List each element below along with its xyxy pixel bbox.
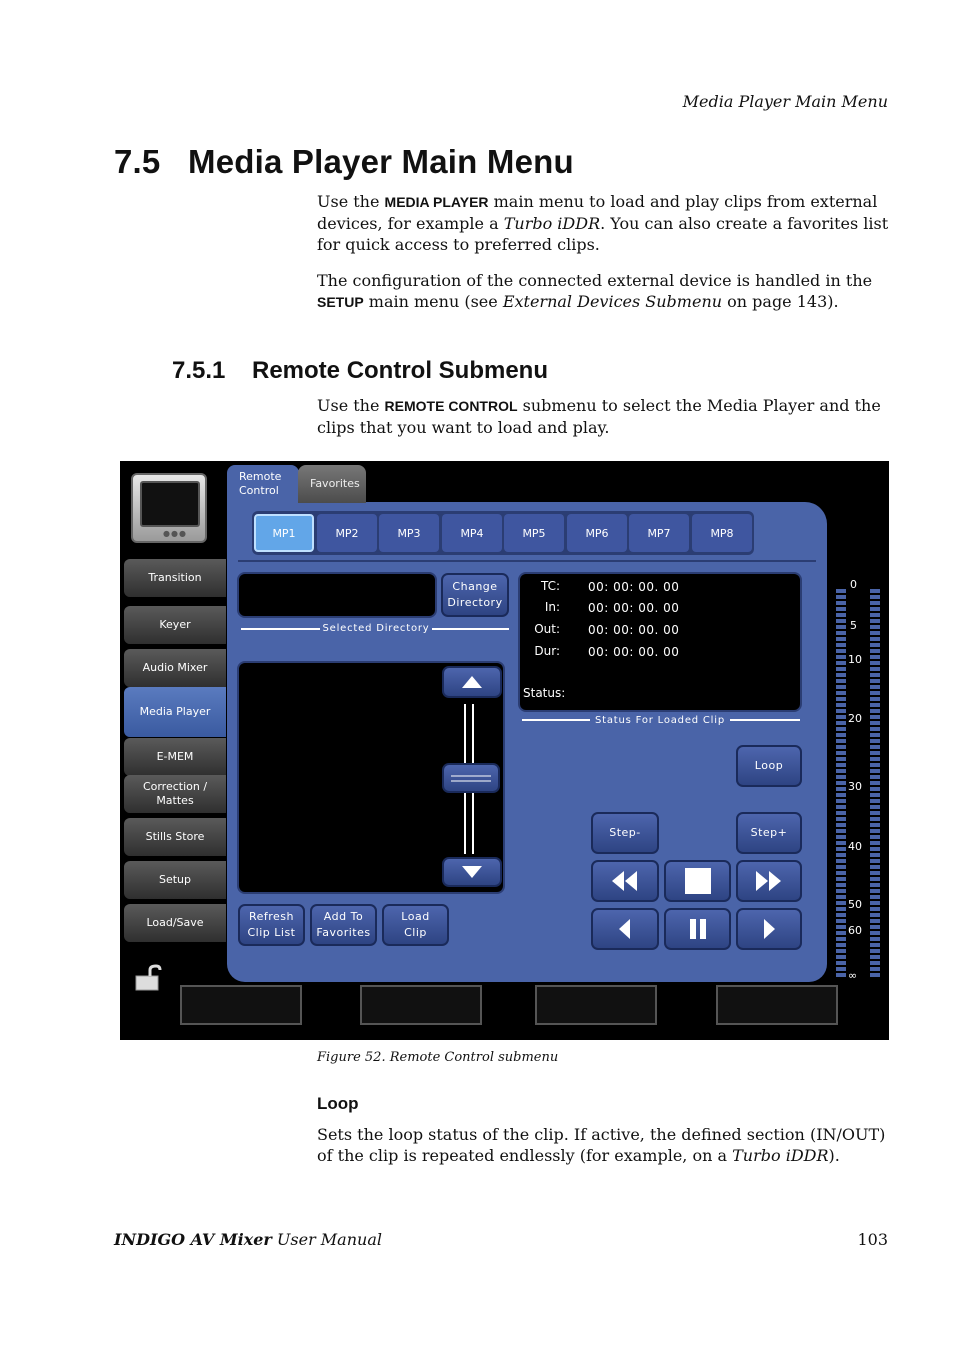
mp6-button[interactable]: MP6 <box>567 514 627 552</box>
scale-label: 30 <box>848 780 862 793</box>
bottom-slot-2[interactable] <box>360 985 482 1025</box>
arrow-down-icon <box>461 865 483 879</box>
subsection-title: Remote Control Submenu <box>252 357 549 384</box>
device-name: Turbo iDDR <box>503 214 601 233</box>
section-number: 7.5 <box>114 143 161 180</box>
menu-name-media-player: MEDIA PLAYER <box>384 194 489 210</box>
pause-icon <box>689 919 707 939</box>
mp7-button[interactable]: MP7 <box>629 514 689 552</box>
side-button-audio-mixer[interactable]: Audio Mixer <box>124 649 226 687</box>
tc-value: 00: 00: 00. 00 <box>588 580 680 594</box>
subsection-number: 7.5.1 <box>172 357 226 384</box>
loop-button[interactable]: Loop <box>736 745 802 787</box>
in-value: 00: 00: 00. 00 <box>588 601 680 615</box>
scroll-thumb[interactable] <box>442 763 500 793</box>
scale-label: 20 <box>848 712 862 725</box>
mp5-button[interactable]: MP5 <box>504 514 564 552</box>
refresh-clip-list-button[interactable]: Refresh Clip List <box>238 904 305 946</box>
play-reverse-icon <box>618 919 632 939</box>
bottom-slot-1[interactable] <box>180 985 302 1025</box>
footer-title: INDIGO AV Mixer User Manual <box>114 1230 382 1249</box>
side-button-setup[interactable]: Setup <box>124 861 226 899</box>
audio-meter-right <box>870 589 880 979</box>
remote-control-screenshot <box>120 461 889 1040</box>
mp4-button[interactable]: MP4 <box>442 514 502 552</box>
scale-label: 40 <box>848 840 862 853</box>
add-to-favorites-button[interactable]: Add To Favorites <box>310 904 377 946</box>
rewind-icon <box>612 871 638 891</box>
side-button-load-save[interactable]: Load/Save <box>124 904 226 942</box>
monitor-icon: ●●● <box>131 473 207 543</box>
stop-icon <box>685 868 711 894</box>
status-for-loaded-clip-label: Status For Loaded Clip <box>590 715 730 726</box>
page-number: 103 <box>857 1230 888 1249</box>
audio-meter-left <box>836 589 846 979</box>
scroll-down-button[interactable] <box>442 857 502 887</box>
play-button[interactable] <box>736 908 802 950</box>
loop-heading: Loop <box>317 1094 359 1113</box>
selected-directory-display <box>237 572 437 618</box>
scroll-up-button[interactable] <box>442 666 502 698</box>
mp2-button[interactable]: MP2 <box>317 514 377 552</box>
submenu-name-remote-control: REMOTE CONTROL <box>384 398 518 414</box>
play-icon <box>762 919 776 939</box>
scale-label: 10 <box>848 653 862 666</box>
running-head: Media Player Main Menu <box>682 92 888 111</box>
intro-paragraph: Use the MEDIA PLAYER main menu to load and play clips from external devices, for example a Turbo iDDR. You can also create a favorites list for quick access to preferred clips. <box>317 192 889 254</box>
grip-icon <box>451 773 491 783</box>
menu-name-setup: SETUP <box>317 294 364 310</box>
pause-button[interactable] <box>664 908 731 950</box>
remote-control-paragraph: Use the REMOTE CONTROL submenu to select the Media Player and the clips that you want to load and play. <box>317 396 881 437</box>
subsection-heading <box>172 357 548 385</box>
side-button-media-player[interactable]: Media Player <box>124 687 226 737</box>
side-button-stills-store[interactable]: Stills Store <box>124 818 226 856</box>
section-title: Media Player Main Menu <box>188 143 574 180</box>
load-clip-button[interactable]: Load Clip <box>382 904 449 946</box>
bottom-slot-4[interactable] <box>716 985 838 1025</box>
step-back-button[interactable] <box>591 908 659 950</box>
dur-label: Dur: <box>534 644 560 658</box>
scale-label: 0 <box>850 578 857 591</box>
divider <box>238 560 816 562</box>
step-plus-button[interactable]: Step+ <box>736 812 802 854</box>
status-label: Status: <box>523 686 566 700</box>
tab-favorites[interactable]: Favorites <box>298 465 366 503</box>
scale-label: 5 <box>850 619 857 632</box>
change-directory-button[interactable]: Change Directory <box>441 573 509 617</box>
mp8-button[interactable]: MP8 <box>692 514 752 552</box>
mp3-button[interactable]: MP3 <box>379 514 439 552</box>
tab-remote-control[interactable]: Remote Control <box>227 465 299 503</box>
figure-caption: Figure 52. Remote Control submenu <box>317 1050 559 1065</box>
in-label: In: <box>544 600 560 614</box>
rewind-button[interactable] <box>591 860 659 902</box>
config-paragraph: The configuration of the connected external device is handled in the SETUP main menu (see External Devices Submenu on page 143). <box>317 271 873 311</box>
scale-label: ∞ <box>848 969 858 982</box>
dur-value: 00: 00: 00. 00 <box>588 645 680 659</box>
fast-forward-button[interactable] <box>736 860 802 902</box>
stop-button[interactable] <box>664 860 731 902</box>
mp1-button[interactable]: MP1 <box>254 514 314 552</box>
side-button-correction-mattes[interactable]: Correction / Mattes <box>124 775 226 813</box>
out-label: Out: <box>534 622 560 636</box>
side-button-emem[interactable]: E-MEM <box>124 738 226 776</box>
lock-icon[interactable] <box>134 964 162 992</box>
scale-label: 60 <box>848 924 862 937</box>
cross-reference: External Devices Submenu <box>502 292 723 311</box>
side-button-keyer[interactable]: Keyer <box>124 606 226 644</box>
scale-label: 50 <box>848 898 862 911</box>
section-heading <box>114 143 574 181</box>
fast-forward-icon <box>756 871 782 891</box>
selected-directory-label: Selected Directory <box>320 623 432 634</box>
out-value: 00: 00: 00. 00 <box>588 623 680 637</box>
side-button-transition[interactable]: Transition <box>124 559 226 597</box>
tc-label: TC: <box>540 579 560 593</box>
loop-paragraph: Sets the loop status of the clip. If active, the defined section (IN/OUT) of the clip is repeated endlessly (for example, on a Turbo iDDR). <box>317 1125 886 1165</box>
arrow-up-icon <box>461 675 483 689</box>
step-minus-button[interactable]: Step- <box>591 812 659 854</box>
bottom-slot-3[interactable] <box>535 985 657 1025</box>
